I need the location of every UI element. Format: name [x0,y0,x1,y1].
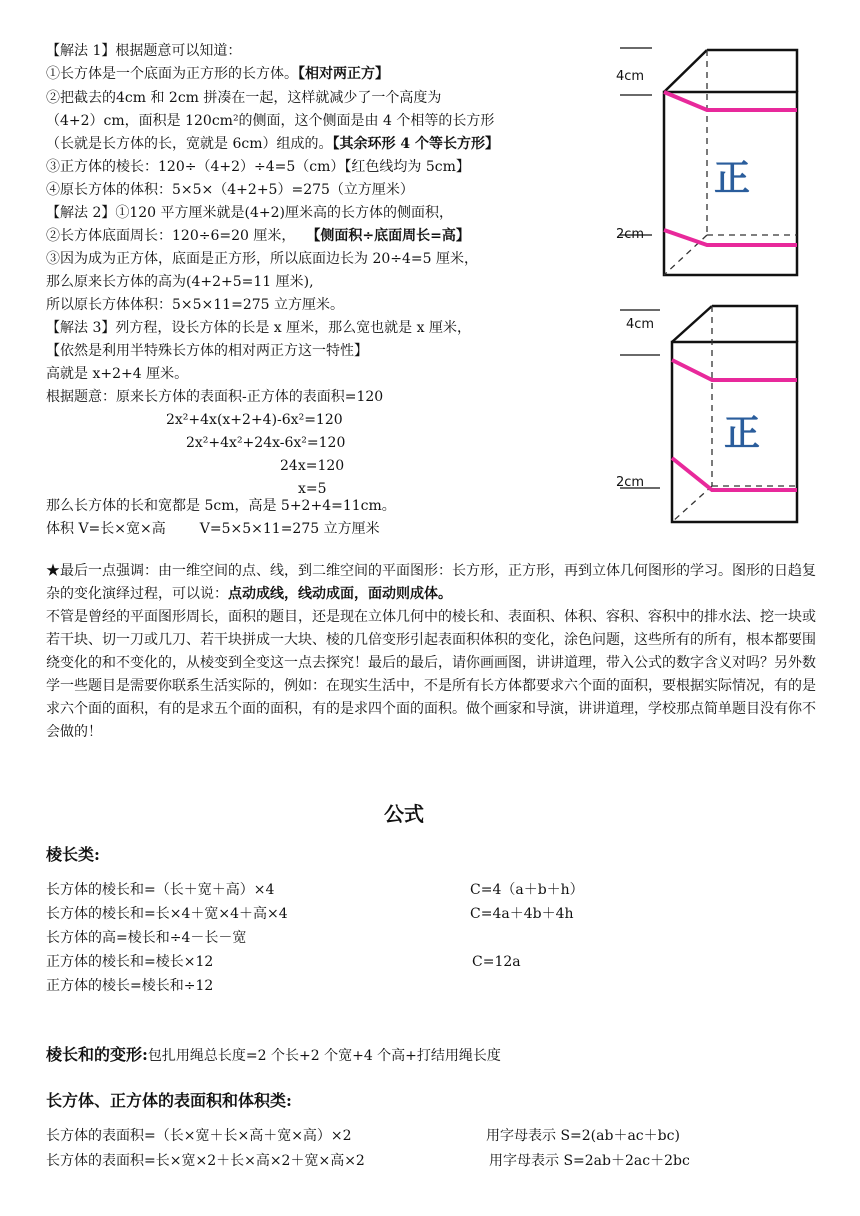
solution2-line3: ③因为成为正方体，底面是正方形，所以底面边长为 20÷4=5 厘米， [46,251,478,267]
surface-heading: 长方体、正方体的表面积和体积类: [46,1091,292,1110]
edge-formula-row-text: 正方体的棱长和=棱长×12 [46,954,214,970]
figure2-bottom-label: 2cm [616,475,645,490]
variant-text: 包扎用绳总长度=2 个长+2 个宽+4 个高+打结用绳长度 [147,1048,501,1064]
solution1-line2 [46,63,389,85]
solution2-line2-bold: 【侧面积÷底面周长=高】 [313,228,470,244]
solution3-line2: 【依然是利用半特殊长方体的相对两正方这一特性】 [46,343,368,359]
emphasis-text: ★最后一点强调：由一维空间的点、线，到二维空间的平面图形：长方形，正方形，再到立体几何图形的学习。图形的日趋复杂的变化演绎过程，可以说： [46,563,816,602]
cuboid-figure-2 [612,300,812,530]
figure1-top-label: 4cm [616,69,645,84]
figure2-top-label: 4cm [626,317,655,332]
edge-formula-row-formula: C=4（a＋b＋h） [470,882,584,898]
cuboid-figure-1 [612,40,812,290]
surface-formula-row-formula: 用字母表示 S=2(ab＋ac＋bc) [486,1128,680,1144]
figure1-bottom-label: 2cm [616,227,645,242]
solution3-line6 [46,518,380,540]
equation-2: 2x²+4x²+24x-6x²=120 [186,435,346,451]
solution1-line5-text: （长就是长方体的长，宽就是 6cm）组成的。 [46,136,333,152]
solution2-line5: 所以原长方体体积：5×5×11=275 立方厘米。 [46,297,344,313]
solution1-line1: 【解法 1】根据题意可以知道： [46,43,242,59]
solution2-line2 [46,225,470,247]
solution1-line2-bold: 【相对两正方】 [298,66,389,82]
solution1-line4: （4+2）cm，面积是 120cm²的侧面，这个侧面是由 4 个相等的长方形 [46,113,495,129]
solution1-line5 [46,133,499,155]
variant-line [46,1044,501,1067]
solution1-line3: ②把截去的4cm 和 2cm 拼凑在一起，这样就减少了一个高度为 [46,90,442,106]
formulas-title: 公式 [384,802,424,826]
edge-formula-row-text: 长方体的棱长和=（长＋宽＋高）×4 [46,882,275,898]
edge-formula-row-text: 长方体的棱长和=长×4＋宽×4＋高×4 [46,906,288,922]
solution1-line7: ④原长方体的体积：5×5×（4+2+5）=275（立方厘米） [46,182,414,198]
solution3-line3: 高就是 x+2+4 厘米。 [46,366,189,382]
solution1-line2-text: ①长方体是一个底面为正方形的长方体。 [46,66,298,82]
emphasis-paragraph-1 [46,560,816,606]
variant-heading: 棱长和的变形: [46,1045,148,1064]
emphasis-paragraph-2: 不管是曾经的平面图形周长，面积的题目，还是现在立体几何中的棱长和、表面积、体积、容积、容积中的排水法、挖一块或若干块、切一刀或几刀、若干块拼成一大块、棱的几倍变形引起表面积体积的变化，涂色问题，这些所有的所有，根本都要围绕变化的和不变化的，从棱变到全变这一点去探究！最后的最后，请你画画图，讲讲道理，带入公式的数字含义对吗？另外数学一些题目是需要你联系生活实际的，例如：在现实生活中，不是所有长方体都要求六个面的面积，要根据实际情况，有的是求六个面的面积，有的是求五个面的面积，有的是求四个面的面积。做个画家和导演，讲讲道理，学校那点简单题目没有你不会做的！ [46,609,816,740]
volume-formula: 体积 V=长×宽×高 [46,521,166,537]
volume-calculation: V=5×5×11=275 立方厘米 [199,521,380,537]
equation-3: 24x=120 [280,458,345,474]
solution2-line1: 【解法 2】①120 平方厘米就是(4+2)厘米高的长方体的侧面积， [46,205,453,221]
solution3-line1: 【解法 3】列方程，设长方体的长是 x 厘米，那么宽也就是 x 厘米， [46,320,471,336]
solution3-line4: 根据题意：原来长方体的表面积-正方体的表面积=120 [46,389,384,405]
edge-heading: 棱长类: [46,845,100,864]
zheng-character-2: 正 [724,413,761,454]
surface-formula-row-formula: 用字母表示 S=2ab＋2ac＋2bc [489,1153,690,1169]
surface-formula-row-text: 长方体的表面积=长×宽×2＋长×高×2＋宽×高×2 [46,1153,365,1169]
solution2-line4: 那么原来长方体的高为(4+2+5=11 厘米), [46,274,314,290]
zheng-character-1: 正 [714,158,751,199]
solution2-line2-text: ②长方体底面周长：120÷6=20 厘米， [46,228,296,244]
surface-formula-row-text: 长方体的表面积=（长×宽＋长×高＋宽×高）×2 [46,1128,352,1144]
equation-1: 2x²+4x(x+2+4)-6x²=120 [166,412,343,428]
edge-formula-row-formula: C=4a＋4b＋4h [470,906,574,922]
solution3-line5: 那么长方体的长和宽都是 5cm，高是 5+2+4=11cm。 [46,498,396,514]
solution1-line5-bold: 【其余环形 4 个等长方形】 [332,136,499,152]
equation-4: x=5 [298,481,327,497]
emphasis-bold-phrase: 点动成线，线动成面，面动则成体。 [228,586,452,602]
edge-formula-row-text: 正方体的棱长=棱长和÷12 [46,978,214,994]
edge-formula-row-formula: C=12a [472,954,521,970]
solution1-line6: ③正方体的棱长：120÷（4+2）÷4=5（cm）【红色线均为 5cm】 [46,159,470,175]
edge-formula-row-text: 长方体的高=棱长和÷4－长－宽 [46,930,247,946]
